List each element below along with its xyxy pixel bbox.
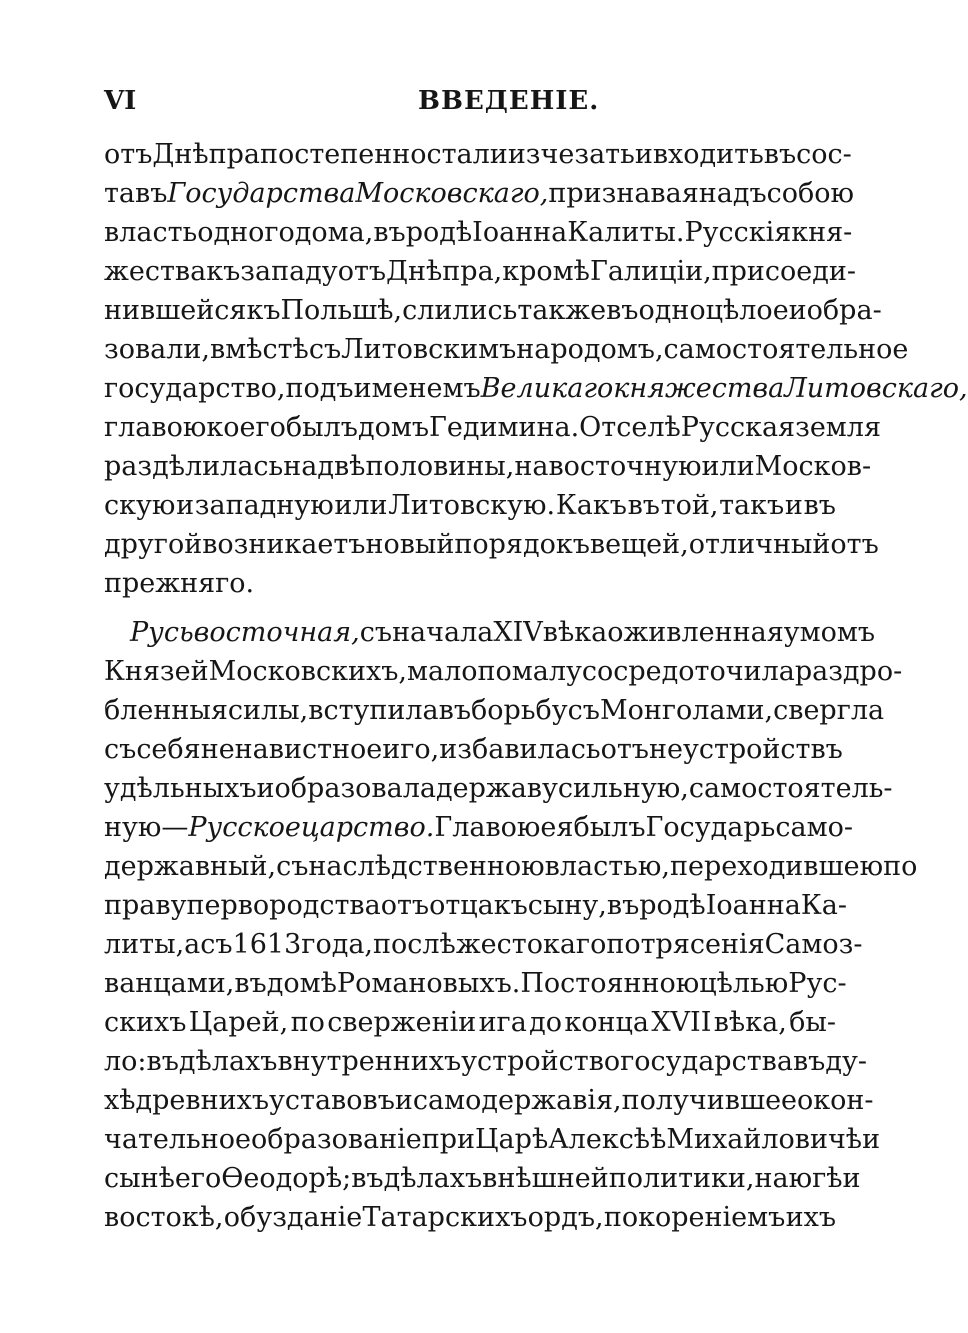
word: сосредоточила bbox=[581, 656, 795, 687]
word: умомъ bbox=[783, 617, 876, 648]
word: Русская bbox=[680, 412, 796, 443]
word: двѣ bbox=[317, 451, 366, 482]
word: и bbox=[176, 490, 195, 521]
word: признавая bbox=[548, 178, 699, 209]
word: одно bbox=[638, 295, 706, 326]
word: послѣ bbox=[373, 929, 456, 960]
word: Рус- bbox=[788, 968, 847, 999]
word: — bbox=[161, 812, 189, 843]
word: съ bbox=[200, 929, 233, 960]
word: ихъ bbox=[785, 1202, 836, 1233]
word: отца bbox=[429, 890, 494, 921]
text-line bbox=[104, 769, 893, 808]
word: Алексѣѣ bbox=[548, 1124, 667, 1155]
text-line bbox=[104, 1198, 836, 1237]
word: Государства bbox=[167, 178, 356, 209]
text-line bbox=[104, 525, 879, 564]
word: съ bbox=[104, 734, 137, 765]
word: державу bbox=[435, 773, 558, 804]
word: силы, bbox=[227, 695, 309, 726]
word: борьбу bbox=[471, 695, 568, 726]
word: въ bbox=[373, 217, 406, 248]
word: возникаетъ bbox=[202, 529, 366, 560]
word: бленныя bbox=[104, 695, 228, 726]
running-title: ВВЕДЕНІЕ. bbox=[418, 86, 600, 116]
word: прежняго. bbox=[104, 568, 255, 599]
word: также bbox=[517, 295, 607, 326]
word: Днѣпра, bbox=[386, 256, 503, 287]
word: переходившею bbox=[669, 851, 884, 882]
word: княжества bbox=[613, 373, 785, 404]
word: по bbox=[477, 656, 512, 687]
word: свергла bbox=[773, 695, 885, 726]
word: югѣ bbox=[788, 1163, 843, 1194]
word: удѣльныхъ bbox=[104, 773, 257, 804]
word: внутреннихъ bbox=[277, 1046, 462, 1077]
word: Романовыхъ. bbox=[336, 968, 521, 999]
word: первородства bbox=[186, 890, 381, 921]
word: конца bbox=[564, 1007, 649, 1038]
word: отъ bbox=[830, 529, 879, 560]
word: скихъ bbox=[104, 1007, 187, 1038]
word: года, bbox=[301, 929, 374, 960]
text-line bbox=[104, 808, 853, 847]
word: присоеди- bbox=[711, 256, 857, 287]
word: Отселѣ bbox=[579, 412, 681, 443]
word: сверженіи bbox=[327, 1007, 477, 1038]
word: и bbox=[788, 295, 807, 326]
word: стали bbox=[426, 139, 508, 170]
word: Польшѣ, bbox=[280, 295, 403, 326]
word: 1613 bbox=[232, 929, 302, 960]
word: XIV bbox=[493, 617, 543, 648]
word: новый bbox=[365, 529, 455, 560]
word: половины, bbox=[365, 451, 515, 482]
text-line bbox=[104, 252, 857, 291]
word: политики, bbox=[608, 1163, 755, 1194]
word: начала bbox=[392, 617, 494, 648]
word: Москов- bbox=[754, 451, 872, 482]
word: въ bbox=[351, 1163, 384, 1194]
word: къ bbox=[246, 295, 281, 326]
word: хѣ bbox=[104, 1085, 136, 1116]
word: уставовъ bbox=[269, 1085, 395, 1116]
word: праву bbox=[104, 890, 187, 921]
word: собою bbox=[766, 178, 855, 209]
word: его bbox=[174, 1163, 222, 1194]
body-text bbox=[104, 135, 968, 1237]
word: другой bbox=[104, 529, 203, 560]
word: Михайловичѣ bbox=[666, 1124, 863, 1155]
word: Татарскихъ bbox=[362, 1202, 528, 1233]
word: одного bbox=[197, 217, 295, 248]
word: Русь bbox=[130, 617, 194, 648]
word: цѣлое bbox=[705, 295, 789, 326]
word: слились bbox=[402, 295, 518, 326]
word: порядокъ bbox=[454, 529, 590, 560]
word: въ bbox=[606, 295, 639, 326]
word: восточная, bbox=[193, 617, 360, 648]
word: себя bbox=[136, 734, 201, 765]
text-line bbox=[104, 135, 852, 174]
word: съ bbox=[359, 617, 393, 648]
word: отличный bbox=[688, 529, 831, 560]
word: ордъ, bbox=[527, 1202, 604, 1233]
word: коего bbox=[206, 412, 286, 443]
word: сыну, bbox=[527, 890, 607, 921]
word: государство, bbox=[104, 373, 286, 404]
word: властью, bbox=[544, 851, 670, 882]
word: ея bbox=[540, 812, 574, 843]
word: тавъ bbox=[104, 178, 168, 209]
word: царство. bbox=[300, 812, 435, 843]
word: Днѣпра bbox=[152, 139, 260, 170]
word: дѣлахъ bbox=[178, 1046, 278, 1077]
text-line bbox=[104, 1120, 881, 1159]
word: съ bbox=[276, 851, 309, 882]
text-line bbox=[104, 330, 909, 369]
word: такъ bbox=[719, 490, 785, 521]
text-line bbox=[104, 1003, 836, 1042]
word: Калиты. bbox=[567, 217, 685, 248]
word: потрясенія bbox=[606, 929, 765, 960]
word: зовали, bbox=[104, 334, 211, 365]
word: ло: bbox=[104, 1046, 147, 1077]
word: устройство bbox=[461, 1046, 621, 1077]
word: къ bbox=[206, 256, 241, 287]
word: дѣлахъ bbox=[383, 1163, 483, 1194]
word: отъ bbox=[337, 256, 387, 287]
word: вмѣстѣ bbox=[210, 334, 309, 365]
word: избавилась bbox=[439, 734, 601, 765]
word: Московскаго, bbox=[355, 178, 549, 209]
word: отъ bbox=[104, 139, 153, 170]
word: и bbox=[862, 1124, 881, 1155]
word: Гедимина. bbox=[429, 412, 580, 443]
word: Іоанна bbox=[705, 890, 801, 921]
word: нившейся bbox=[104, 295, 247, 326]
word: оживленная bbox=[607, 617, 784, 648]
word: самостоятельное bbox=[663, 334, 909, 365]
word: Государь bbox=[645, 812, 776, 843]
word: на bbox=[283, 451, 318, 482]
text-line bbox=[104, 691, 885, 730]
word: Главою bbox=[434, 812, 541, 843]
word: самостоятель- bbox=[688, 773, 893, 804]
word: Галиціи, bbox=[589, 256, 712, 287]
word: на bbox=[754, 1163, 789, 1194]
word: въ bbox=[627, 490, 660, 521]
word: вступила bbox=[308, 695, 439, 726]
word: былъ bbox=[573, 812, 646, 843]
word: по bbox=[883, 851, 918, 882]
word: мало bbox=[406, 656, 478, 687]
text-line bbox=[104, 652, 903, 691]
word: окон- bbox=[797, 1085, 874, 1116]
word: жества bbox=[104, 256, 207, 287]
word: Монголами, bbox=[599, 695, 774, 726]
word: неустройствъ bbox=[648, 734, 843, 765]
word: а bbox=[184, 929, 201, 960]
word: жестокаго bbox=[455, 929, 607, 960]
word: кромѣ bbox=[502, 256, 590, 287]
word: и bbox=[394, 1085, 413, 1116]
word: раздѣлилась bbox=[104, 451, 284, 482]
word: главою bbox=[104, 412, 207, 443]
word: образованіе bbox=[250, 1124, 422, 1155]
word: съ bbox=[567, 695, 600, 726]
word: наслѣдственною bbox=[308, 851, 545, 882]
word: домъ bbox=[357, 412, 430, 443]
word: Іоанна bbox=[472, 217, 568, 248]
word: дома, bbox=[294, 217, 374, 248]
word: и bbox=[784, 490, 803, 521]
word: земля bbox=[795, 412, 881, 443]
word: ненавистное bbox=[200, 734, 383, 765]
word: Какъ bbox=[555, 490, 627, 521]
word: ду- bbox=[825, 1046, 867, 1077]
word: къ bbox=[493, 890, 528, 921]
word: державный, bbox=[104, 851, 277, 882]
word: той, bbox=[660, 490, 719, 521]
word: сильную, bbox=[557, 773, 689, 804]
text-line bbox=[104, 964, 847, 1003]
word: Русскія bbox=[684, 217, 792, 248]
word: Ѳеодорѣ; bbox=[221, 1163, 352, 1194]
word: подъ bbox=[285, 373, 354, 404]
text-line bbox=[104, 886, 847, 925]
word: и bbox=[256, 773, 275, 804]
word: народомъ, bbox=[516, 334, 664, 365]
word: сынѣ bbox=[104, 1163, 175, 1194]
word: домѣ bbox=[266, 968, 337, 999]
text-line bbox=[104, 369, 968, 408]
word: литы, bbox=[104, 929, 185, 960]
word: власть bbox=[104, 217, 198, 248]
word: ига bbox=[478, 1007, 527, 1038]
text-line bbox=[104, 847, 918, 886]
word: Московскихъ, bbox=[208, 656, 407, 687]
word: и bbox=[634, 139, 653, 170]
word: получившее bbox=[621, 1085, 798, 1116]
word: Царѣ bbox=[475, 1124, 549, 1155]
word: XVII bbox=[651, 1007, 712, 1038]
word: Князей bbox=[104, 656, 209, 687]
page-number: VI bbox=[104, 86, 137, 116]
word: иго, bbox=[382, 734, 440, 765]
word: былъ bbox=[285, 412, 358, 443]
word: Великаго bbox=[480, 373, 614, 404]
text-line bbox=[104, 925, 863, 964]
word: Литовскаго, bbox=[784, 373, 968, 404]
word: по bbox=[290, 1007, 325, 1038]
word: западную bbox=[194, 490, 334, 521]
word: вещей, bbox=[589, 529, 689, 560]
word: ную bbox=[104, 812, 162, 843]
text-line bbox=[104, 613, 876, 652]
word: ванцами, bbox=[104, 968, 235, 999]
word: сос- bbox=[796, 139, 852, 170]
text-line bbox=[104, 213, 853, 252]
word: надъ bbox=[698, 178, 767, 209]
word: съ bbox=[308, 334, 342, 365]
word: кня- bbox=[791, 217, 853, 248]
text-line bbox=[104, 1042, 867, 1081]
text-line bbox=[104, 1159, 861, 1198]
text-line bbox=[104, 408, 881, 447]
word: Русское bbox=[188, 812, 301, 843]
word: или bbox=[701, 451, 755, 482]
word: именемъ bbox=[353, 373, 481, 404]
word: раздро- bbox=[794, 656, 903, 687]
word: покореніемъ bbox=[603, 1202, 786, 1233]
word: отъ bbox=[380, 890, 430, 921]
word: въ bbox=[606, 890, 640, 921]
word: бы- bbox=[789, 1007, 836, 1038]
word: въ bbox=[146, 1046, 179, 1077]
word: Царей, bbox=[188, 1007, 289, 1038]
text-line bbox=[104, 174, 855, 213]
word: малу bbox=[511, 656, 582, 687]
text-line bbox=[104, 291, 882, 330]
word: восточную bbox=[548, 451, 702, 482]
word: вѣка bbox=[542, 617, 608, 648]
text-line bbox=[104, 564, 836, 603]
word: само- bbox=[775, 812, 853, 843]
word: въ bbox=[438, 695, 472, 726]
word: обузданіе bbox=[223, 1202, 363, 1233]
text-line bbox=[104, 447, 872, 486]
word: цѣлью bbox=[699, 968, 789, 999]
word: западу bbox=[240, 256, 338, 287]
word: Постоянною bbox=[520, 968, 700, 999]
word: въ bbox=[763, 139, 797, 170]
word: чательное bbox=[104, 1124, 251, 1155]
word: на bbox=[514, 451, 549, 482]
word: при bbox=[421, 1124, 476, 1155]
word: изчезать bbox=[507, 139, 635, 170]
text-line bbox=[104, 486, 836, 525]
word: древнихъ bbox=[135, 1085, 269, 1116]
word: Литовскимъ bbox=[341, 334, 517, 365]
word: скую bbox=[104, 490, 176, 521]
word: постепенно bbox=[259, 139, 427, 170]
word: входить bbox=[652, 139, 764, 170]
word: самодержавія, bbox=[412, 1085, 622, 1116]
running-header bbox=[104, 86, 836, 120]
word: Литовскую. bbox=[388, 490, 556, 521]
text-line bbox=[104, 1081, 874, 1120]
word: отъ bbox=[600, 734, 649, 765]
word: въ bbox=[803, 490, 836, 521]
word: государства bbox=[620, 1046, 793, 1077]
word: Самоз- bbox=[764, 929, 863, 960]
word: внѣшней bbox=[482, 1163, 609, 1194]
word: или bbox=[334, 490, 388, 521]
word: до bbox=[529, 1007, 563, 1038]
word: Ка- bbox=[800, 890, 847, 921]
word: вѣка, bbox=[713, 1007, 787, 1038]
word: востокѣ, bbox=[104, 1202, 224, 1233]
word: обра- bbox=[806, 295, 882, 326]
word: въ bbox=[234, 968, 267, 999]
word: и bbox=[842, 1163, 861, 1194]
word: образовала bbox=[274, 773, 436, 804]
word: родѣ bbox=[639, 890, 706, 921]
text-line bbox=[104, 730, 843, 769]
word: въ bbox=[792, 1046, 826, 1077]
word: родѣ bbox=[405, 217, 473, 248]
